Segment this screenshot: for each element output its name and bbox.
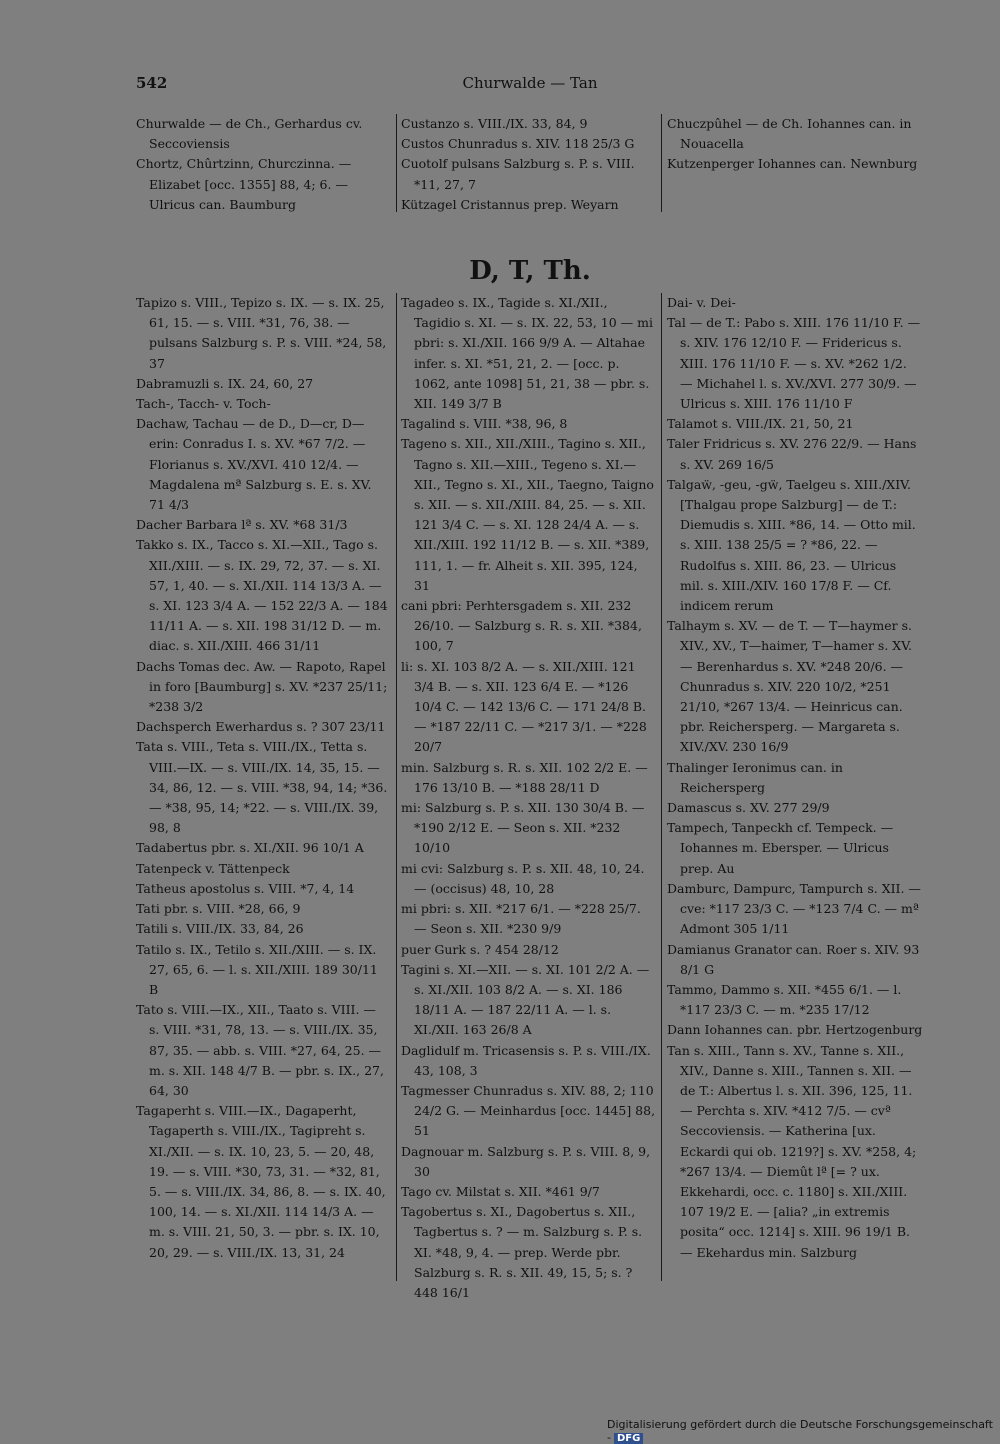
main-column-2 [401,293,656,1303]
index-entry: Custanzo s. VIII./IX. 33, 84, 9 [401,116,588,131]
top-column-1 [136,114,390,215]
index-entry: Tampech, Tanpeckh cf. Tempeck. — Iohannes m. Ebersper. — Ulricus prep. Au [667,820,894,876]
index-entry: Talhaym s. XV. — de T. — T—haymer s. XIV., XV., T—haimer, T—hamer s. XV. — Berenhardus s. XV. *248 20/6. — Chunradus s. XIV. 220 10/2, *251 21/10, *267 13/4. — Heinricus can. pbr. Reichersperg. — Margareta s. XIV./XV. 230 16/9 [667,618,913,755]
index-entry: Tach-, Tacch- v. Toch- [136,396,271,412]
index-entry: Taler Fridricus s. XV. 276 22/9. — Hans s. XV. 269 16/5 [667,436,917,472]
index-entry: Dabramuzli s. IX. 24, 60, 27 [136,375,314,391]
top-column-3 [667,114,923,175]
index-entry: Dann Iohannes can. pbr. Hertzogenburg [667,1022,923,1038]
page-header [136,74,924,98]
index-entry: Talamot s. VIII./IX. 21, 50, 21 [667,416,854,432]
index-entry: Dagnouar m. Salzburg s. P. s. VIII. 8, 9, 30 [401,1143,651,1179]
index-entry: Tatili s. VIII./IX. 33, 84, 26 [136,921,304,937]
index-entry: Tammo, Dammo s. XII. *455 6/1. — l. *117 23/3 C. — m. *235 17/12 [667,981,902,1018]
column-rule [396,114,397,212]
index-entry: mi pbri: s. XII. *217 6/1. — *228 25/7. — Seon s. XII. *230 9/9 [401,901,641,937]
index-entry: Tagobertus s. XI., Dagobertus s. XII., Tagbertus s. ? — m. Salzburg s. P. s. XI. *48, 9, 4. — prep. Werde pbr. Salzburg s. R. s. XII. 49, 15, 5; s. ? 448 16/1 [401,1204,643,1300]
dfg-credit [607,1418,1000,1444]
index-entry: Chuczpûhel — de Ch. Iohannes can. in Nouacella [667,116,912,152]
index-entry: Tagini s. XI.—XII. — s. XI. 101 2/2 A. — s. XI./XII. 103 8/2 A. — s. XI. 186 18/11 A. — 187 22/11 A. — l. s. XI./XII. 163 26/8 A [401,961,650,1038]
section-title: D, T, Th. [469,256,591,286]
index-entry: Tato s. VIII.—IX., XII., Taato s. VIII. — s. VIII. *31, 78, 13. — s. VIII./IX. 35, 87, 35. — abb. s. VIII. *27, 64, 25. — m. s. XII. 148 4/7 B. — pbr. s. IX., 27, 64, 30 [136,1002,384,1098]
index-entry: Dacher Barbara lª s. XV. *68 31/3 [136,517,348,533]
index-entry: cani pbri: Perhtersgadem s. XII. 232 26/10. — Salzburg s. R. s. XII. *384, 100, 7 [401,598,642,654]
index-entry: Custos Chunradus s. XIV. 118 25/3 G [401,136,635,152]
index-entry: Tageno s. XII., XII./XIII., Tagino s. XII., Tagno s. XII.—XIII., Tegeno s. XI.—XII., Tegno s. XI., XII., Taegno, Taigno s. XII. — s. XII./XIII. 84, 25. — s. XII. 121 3/4 C. — s. XI. 128 24/4 A. — s. XII./XIII. 192 11/12 B. — s. XII. *389, 111, 1. — fr. Alheit s. XII. 395, 124, 31 [401,436,654,593]
column-rule [396,293,397,1281]
index-entry: Chortz, Chûrtzinn, Churczinna. — Elizabet [occ. 1355] 88, 4; 6. — Ulricus can. Baumburg [136,156,352,212]
index-entry: Thalinger Ieronimus can. in Reichersperg [667,759,843,795]
index-entry: li: s. XI. 103 8/2 A. — s. XII./XIII. 121 3/4 B. — s. XII. 123 6/4 E. — *126 10/4 C. — 142 13/6 C. — 171 24/8 B. — *187 22/11 C. — *217 3/1. — *228 20/7 [401,658,647,755]
index-entry: Tatenpeck v. Tättenpeck [136,860,290,876]
index-entry: Tan s. XIII., Tann s. XV., Tanne s. XII., XIV., Danne s. XIII., Tannen s. XII. — de T.: Albertus l. s. XII. 396, 125, 11. — Perchta s. XIV. *412 7/5. — cvª Seccoviensis. — Katherina [ux. Eckardi qui ob. 1219?] s. XV. *258, 4; *267 13/4. — Diemût lª [= ? ux. Ekkehardi, occ. c. 1180] s. XII./XIII. 107 19/2 E. — [alia? „in extremis posita“ occ. 1214] s. XIII. 96 19/1 B. — Ekehardus min. Salzburg [667,1042,917,1260]
index-entry: Talgaẅ, -geu, -gẅ, Taelgeu s. XIII./XIV. [Thalgau prope Salzburg] — de T.: Diemudis s. XIII. *86, 14. — Otto mil. s. XIII. 138 25/5 = ? *86, 22. — Rudolfus s. XIII. 86, 23. — Ulricus mil. s. XIII./XIV. 160 17/8 F. — Cf. indicem rerum [667,476,916,614]
index-entry: puer Gurk s. ? 454 28/12 [401,941,559,957]
index-entry: Churwalde — de Ch., Gerhardus cv. Seccoviensis [136,116,363,152]
index-entry: Dai- v. Dei- [667,295,736,310]
index-entry: Takko s. IX., Tacco s. XI.—XII., Tago s. XII./XIII. — s. IX. 29, 72, 37. — s. XI. 57, 1, 40. — s. XI./XII. 114 13/3 A. — s. XI. 123 3/4 A. — 152 22/3 A. — 184 11/11 A. — s. XII. 198 31/12 D. — m. diac. s. XII./XIII. 466 31/11 [136,537,388,654]
index-entry: Daglidulf m. Tricasensis s. P. s. VIII./IX. 43, 108, 3 [401,1042,651,1078]
main-column-1 [136,293,390,1263]
index-entry: Damianus Granator can. Roer s. XIV. 93 8/1 G [667,941,920,977]
index-entry: Damascus s. XV. 277 29/9 [667,800,830,816]
index-entry: Tatilo s. IX., Tetilo s. XII./XIII. — s. IX. 27, 65, 6. — l. s. XII./XIII. 189 30/11 B [136,941,378,997]
index-entry: Tatheus apostolus s. VIII. *7, 4, 14 [136,880,355,896]
index-entry: Tagaperht s. VIII.—IX., Dagaperht, Tagaperth s. VIII./IX., Tagipreht s. XI./XII. — s. IX. 10, 23, 5. — 20, 48, 19. — s. VIII. *30, 73, 31. — *32, 81, 5. — s. VIII./IX. 34, 86, 8. — s. IX. 40, 100, 14. — s. XI./XII. 114 14/3 A. — m. s. VIII. 21, 50, 3. — pbr. s. IX. 10, 20, 29. — s. VIII./IX. 13, 31, 24 [136,1103,386,1260]
index-entry: Tagalind s. VIII. *38, 96, 8 [401,416,568,432]
index-entry: Kützagel Cristannus prep. Weyarn [401,196,619,212]
index-entry: Cuotolf pulsans Salzburg s. P. s. VIII. *11, 27, 7 [401,156,635,192]
index-entry: Dachaw, Tachau — de D., D—cr, D—erin: Conradus I. s. XV. *67 7/2. — Florianus s. XV./XVI. 410 12/4. — Magdalena mª Salzburg s. E. s. XV. 71 4/3 [136,416,372,513]
index-entry: Tago cv. Milstat s. XII. *461 9/7 [401,1183,600,1199]
index-entry: Tadabertus pbr. s. XI./XII. 96 10/1 A [136,840,364,856]
index-entry: Tati pbr. s. VIII. *28, 66, 9 [136,901,301,917]
index-entry: Kutzenperger Iohannes can. Newnburg [667,156,918,172]
credit-text: Digitalisierung gefördert durch die Deutsche Forschungsgemeinschaft - [607,1418,993,1444]
page-number: 542 [136,74,168,92]
index-entry: Tapizo s. VIII., Tepizo s. IX. — s. IX. 25, 61, 15. — s. VIII. *31, 76, 38. — pulsans Salzburg s. P. s. VIII. *24, 58, 37 [136,295,387,371]
main-column-3 [667,293,923,1263]
index-entry: Tagmesser Chunradus s. XIV. 88, 2; 110 24/2 G. — Meinhardus [occ. 1445] 88, 51 [401,1082,656,1139]
index-entry: min. Salzburg s. R. s. XII. 102 2/2 E. — 176 13/10 B. — *188 28/11 D [401,759,648,795]
index-entry: Dachs Tomas dec. Aw. — Rapoto, Rapel in foro [Baumburg] s. XV. *237 25/11; *238 3/2 [136,658,388,715]
index-entry: Damburc, Dampurc, Tampurch s. XII. — cve: *117 23/3 C. — *123 7/4 C. — mª Admont 305 1/11 [667,880,921,937]
index-entry: Tagadeo s. IX., Tagide s. XI./XII., Tagidio s. XI. — s. IX. 22, 53, 10 — mi pbri: s. XI./XII. 166 9/9 A. — Altahae infer. s. XI. *51, 21, 2. — [occ. p. 1062, ante 1098] 51, 21, 38 — pbr. s. XII. 149 3/7 B [401,295,653,412]
index-entry: Dachsperch Ewerhardus s. ? 307 23/11 [136,719,386,735]
index-entry: Tata s. VIII., Teta s. VIII./IX., Tetta s. VIII.—IX. — s. VIII./IX. 14, 35, 15. — 34, 86, 12. — s. VIII. *38, 94, 14; *36. — *38, 95, 14; *22. — s. VIII./IX. 39, 98, 8 [136,739,388,836]
dfg-logo: DFG [614,1433,643,1444]
running-title: Churwalde — Tan [462,74,598,92]
index-entry: mi: Salzburg s. P. s. XII. 130 30/4 B. — *190 2/12 E. — Seon s. XII. *232 10/10 [401,800,645,856]
column-rule [661,114,662,212]
column-rule [661,293,662,1281]
index-entry: mi cvi: Salzburg s. P. s. XII. 48, 10, 24. — (occisus) 48, 10, 28 [401,860,645,896]
top-column-2 [401,114,656,215]
index-entry: Tal — de T.: Pabo s. XIII. 176 11/10 F. — s. XIV. 176 12/10 F. — Fridericus s. XIII. 176 11/10 F. — s. XV. *262 1/2. — Michahel l. s. XV./XVI. 277 30/9. — Ulricus s. XIII. 176 11/10 F [667,315,921,412]
